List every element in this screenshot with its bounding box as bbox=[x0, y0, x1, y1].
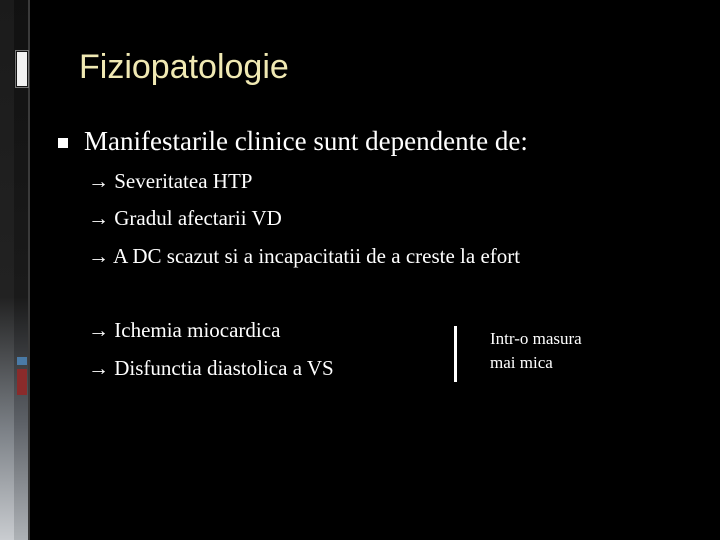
sub-item-vd: → Gradul afectarii VD bbox=[88, 206, 282, 230]
side-note bbox=[490, 327, 582, 375]
main-bullet bbox=[58, 126, 528, 157]
minor-item-diastolic: → Disfunctia diastolica a VS bbox=[88, 356, 334, 380]
sub-item-severity: → Severitatea HTP bbox=[88, 169, 253, 193]
side-note-line-2: mai mica bbox=[490, 353, 553, 372]
square-bullet-icon bbox=[58, 138, 68, 148]
minor-item-ischemia: → Ichemia miocardica bbox=[88, 318, 281, 342]
accent-red-block bbox=[17, 369, 27, 395]
side-note-line-1: Intr-o masura bbox=[490, 329, 582, 348]
title-marker bbox=[17, 52, 27, 86]
vertical-divider bbox=[454, 326, 457, 382]
sub-item-dc: → A DC scazut si a incapacitatii de a creste la efort bbox=[88, 244, 521, 268]
main-bullet-text: Manifestarile clinice sunt dependente de: bbox=[84, 126, 528, 156]
slide-title: Fiziopatologie bbox=[79, 48, 289, 86]
accent-blue-block bbox=[17, 357, 27, 365]
